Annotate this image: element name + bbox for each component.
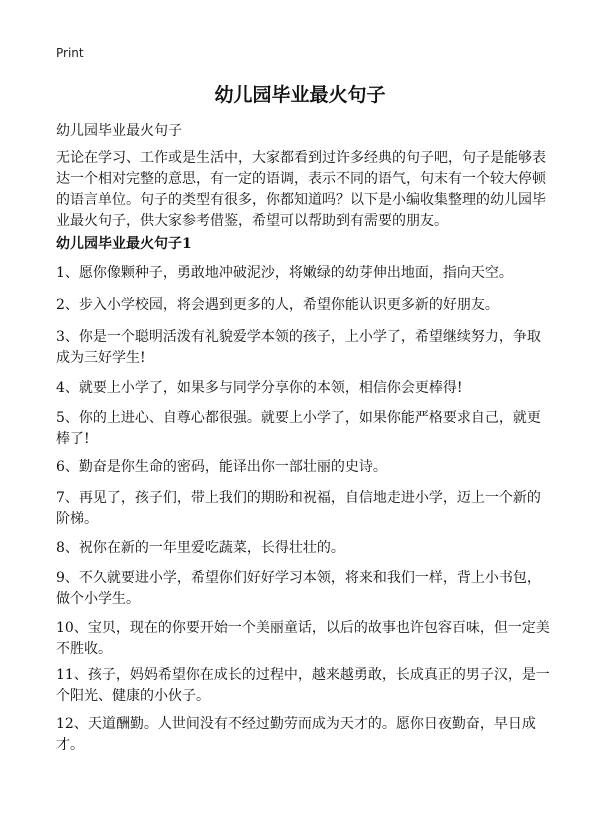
list-item: 11、孩子，妈妈希望你在成长的过程中，越来越勇敢，长成真正的男子汉，是一个阳光、健康的小伙子。 [56, 667, 550, 704]
list-item: 10、宝贝，现在的你要开始一个美丽童话，以后的故事也许包容百味，但一定美不胜收。 [56, 620, 550, 657]
page-title: 幼儿园毕业最火句子 [214, 84, 386, 106]
list-item: 4、就要上小学了，如果多与同学分享你的本领，相信你会更棒得! [56, 380, 463, 396]
list-item: 8、祝你在新的一年里爱吃蔬菜，长得壮壮的。 [56, 540, 345, 556]
section-heading: 幼儿园毕业最火句子1 [56, 236, 192, 252]
list-item: 3、你是一个聪明活泼有礼貌爱学本领的孩子，上小学了，希望继续努力，争取成为三好学生! [56, 329, 541, 366]
list-item: 6、勤奋是你生命的密码，能译出你一部壮丽的史诗。 [56, 459, 387, 475]
list-item: 12、天道酬勤。人世间没有不经过勤劳而成为天才的。愿你日夜勤奋，早日成才。 [56, 716, 536, 753]
list-item: 5、你的上进心、自尊心都很强。就要上小学了，如果你能严格要求自己，就更棒了! [56, 410, 541, 447]
list-item: 7、再见了，孩子们，带上我们的期盼和祝福，自信地走进小学，迈上一个新的阶梯。 [56, 490, 541, 527]
intro-paragraph: 无论在学习、工作或是生活中，大家都看到过许多经典的句子吧，句子是能够表达一个相对完整的意思，有一定的语调，表示不同的语气，句末有一个较大停顿的语言单位。句子的类型有很多，你都知道吗？以下是小编收集整理的幼儿园毕业最火句子，供大家参考借鉴，希望可以帮助到有需要的朋友。 [56, 150, 546, 229]
list-item: 1、愿你像颗种子，勇敢地冲破泥沙，将嫩绿的幼芽伸出地面，指向天空。 [56, 265, 513, 281]
print-link[interactable]: Print [56, 46, 84, 60]
list-item: 2、步入小学校园，将会遇到更多的人，希望你能认识更多新的好朋友。 [56, 297, 499, 313]
list-item: 9、不久就要进小学，希望你们好好学习本领，将来和我们一样，背上小书包，做个小学生。 [56, 570, 541, 607]
subtitle: 幼儿园毕业最火句子 [56, 123, 182, 139]
